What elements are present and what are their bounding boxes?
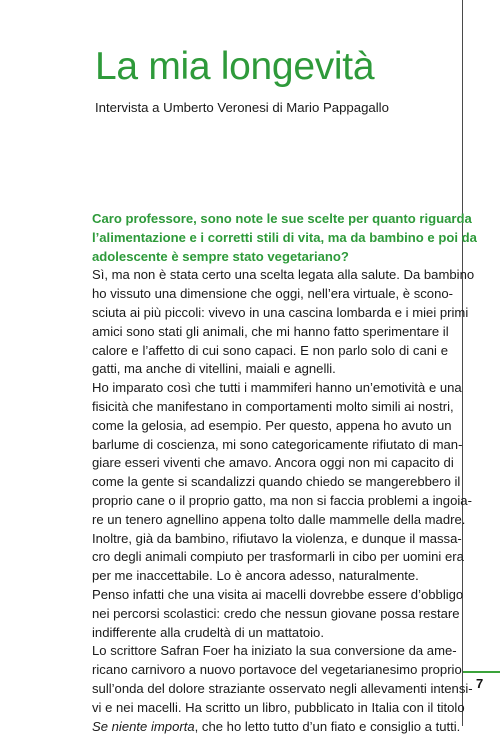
text-line: giare esseri viventi che amavo. Ancora oggi non mi capacito di [92, 455, 454, 471]
text-line: Inoltre, già da bambino, rifiutavo la violenza, e dunque il massa- [92, 530, 462, 546]
answer-paragraph-2 [92, 379, 472, 586]
text-line: sull’onda del dolore straziante osservato negli allevamenti intensi- [92, 680, 473, 696]
text-line: fisicità che manifestano in comportamenti molto simili ai nostri, [92, 398, 454, 414]
text-line: re un tenero agnellino appena tolto dalle mammelle della madre. [92, 511, 466, 527]
page-number: 7 [476, 676, 484, 691]
text-line: proprio cane o il proprio gatto, ma non si faccia problemi a ingoia- [92, 492, 472, 508]
text-line: gatti, ma anche di vitellini, maiali e agnelli. [92, 361, 336, 377]
answer-paragraph-4 [92, 642, 473, 736]
text-line: come la gelosia, ad esempio. Per questo, appena ho avuto un [92, 417, 452, 433]
text-line: Penso infatti che una visita ai macelli dovrebbe essere d’obbligo [92, 586, 464, 602]
text-line: cro degli animali compiuto per trasformarli in cibo per uomini era [92, 549, 464, 565]
interview-question [92, 210, 477, 266]
text-line: indifferente alla crudeltà di un mattatoio. [92, 624, 324, 640]
text-line: barlume di coscienza, mi sono categoricamente rifiutato di man- [92, 436, 463, 452]
text-line: come la gente si scandalizzi quando chiedo se mangerebbero il [92, 474, 461, 490]
question-line: adolescente è sempre stato vegetariano? [92, 248, 349, 264]
text-fragment: , che ho letto tutto d’un fiato e consiglio a tutti. [194, 718, 461, 734]
answer-paragraph-1 [92, 266, 475, 379]
text-line: Sì, ma non è stata certo una scelta legata alla salute. Da bambino [92, 267, 475, 283]
page-subtitle: Intervista a Umberto Veronesi di Mario Pappagallo [95, 100, 389, 115]
text-line: ho vissuto una dimensione che oggi, nell’era virtuale, è scono- [92, 286, 454, 302]
page-number-marker [463, 671, 500, 673]
text-line: nei percorsi scolastici: credo che nessun giovane possa restare [92, 605, 460, 621]
text-line: amici sono stati gli animali, che mi hanno fatto sperimentare il [92, 323, 449, 339]
text-line-with-book-title [92, 718, 461, 736]
text-line: per me inaccettabile. Lo è ancora adesso, naturalmente. [92, 568, 419, 584]
text-line: sciuta ai più piccoli: vivevo in una cascina lombarda e i miei primi [92, 304, 469, 320]
page-title: La mia longevità [95, 45, 375, 88]
text-line: Lo scrittore Safran Foer ha iniziato la sua conversione da ame- [92, 643, 457, 659]
text-line: ricano carnivoro a nuovo portavoce del vegetarianesimo proprio [92, 662, 462, 678]
text-line: vi e nei macelli. Ha scritto un libro, pubblicato in Italia con il titolo [92, 699, 465, 715]
question-line: Caro professore, sono note le sue scelte per quanto riguarda [92, 211, 472, 226]
text-line: Ho imparato così che tutti i mammiferi hanno un’emotività e una [92, 380, 462, 396]
book-title: Se niente importa [92, 718, 195, 734]
answer-paragraph-3 [92, 586, 464, 642]
question-line: l’alimentazione e i corretti stili di vita, ma da bambino e poi da [92, 229, 477, 245]
article-body [92, 210, 477, 736]
text-line: calore e l’affetto di cui sono capaci. E non parlo solo di cani e [92, 342, 448, 358]
